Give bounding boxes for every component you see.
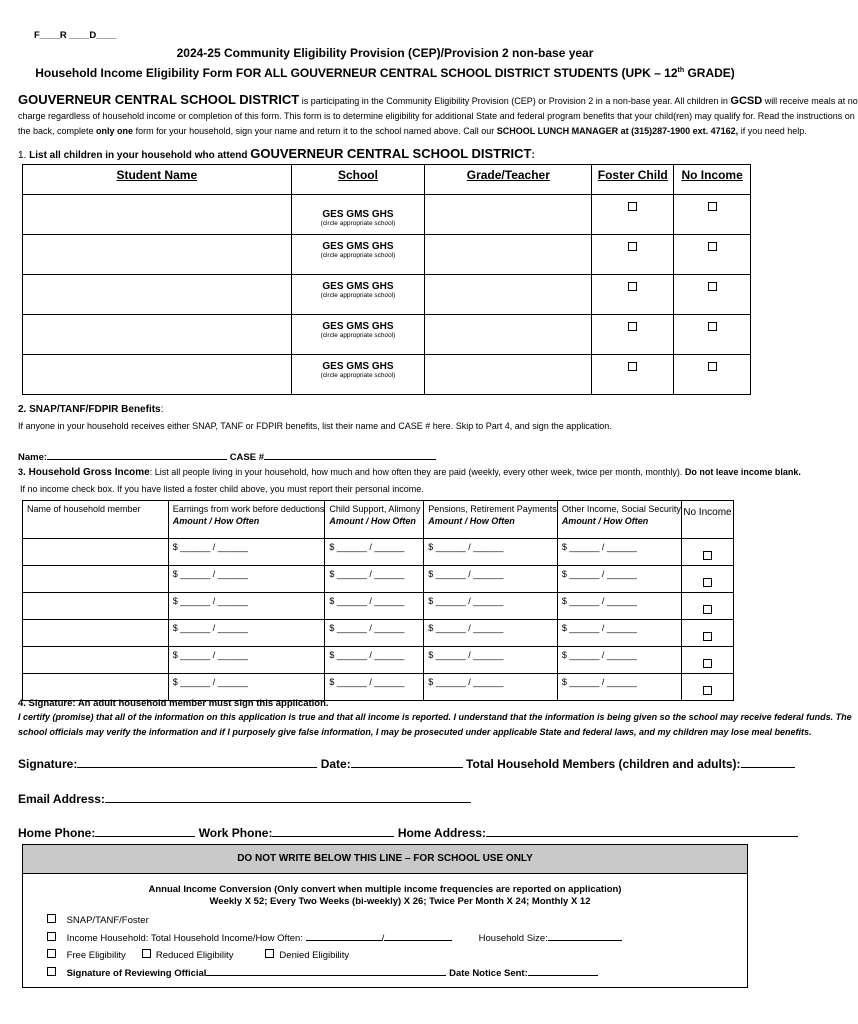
snap-name-line: Name: CASE # [18, 452, 436, 463]
income-row [23, 539, 734, 566]
amount-cell[interactable] [168, 674, 325, 701]
income-col-sub: Amount / How Often [561, 516, 649, 526]
amount-placeholder[interactable]: $ ______ / ______ [428, 650, 504, 660]
student-name-cell[interactable] [23, 235, 292, 275]
amount-cell[interactable] [424, 647, 558, 674]
student-name-cell[interactable] [23, 315, 292, 355]
circle-note: (circle appropriate school) [320, 372, 396, 379]
signature-row: Signature: Date: Total Household Members (children and adults): [18, 757, 795, 771]
part2-instruction: If anyone in your household receives either SNAP, TANF or FDPIR benefits, list their name and CASE # here. Skip to Part 4, and sign the application. [18, 421, 612, 431]
amount-placeholder[interactable]: $ ______ / ______ [172, 569, 248, 579]
foster-cell [592, 275, 674, 315]
income-col-sub: Amount / How Often [428, 516, 515, 526]
amount-placeholder[interactable]: $ ______ / ______ [428, 542, 504, 552]
date-notice-field[interactable] [528, 975, 598, 976]
income-row [23, 674, 734, 701]
date-field[interactable] [351, 767, 463, 768]
income-row [23, 620, 734, 647]
form-title: 2024-25 Community Eligibility Provision (CEP)/Provision 2 non-base year [176, 46, 594, 60]
amount-placeholder[interactable]: $ ______ / ______ [561, 677, 637, 687]
col-grade-teacher: Grade/Teacher [466, 168, 550, 182]
amount-placeholder[interactable]: $ ______ / ______ [428, 596, 504, 606]
grade-teacher-cell[interactable] [425, 355, 592, 395]
part4-label: 4. Signature: An adult household member must sign this application. [18, 698, 329, 709]
student-name-cell[interactable] [23, 275, 292, 315]
member-name-cell[interactable] [23, 539, 169, 566]
income-col-sub: Amount / How Often [172, 516, 260, 526]
children-table-header [23, 165, 751, 195]
amount-cell[interactable] [168, 539, 325, 566]
income-none-cell [681, 620, 733, 647]
child-row [23, 275, 751, 315]
free-checkbox[interactable] [47, 949, 56, 958]
school-options[interactable]: GES GMS GHS [322, 361, 394, 372]
foster-cell [592, 195, 674, 235]
conversion-rates: Weekly X 52; Every Two Weeks (bi-weekly) X 26; Twice Per Month X 24; Monthly X 12 [209, 896, 591, 907]
income-col-title: Name of household member [27, 504, 141, 514]
amount-cell[interactable] [325, 674, 424, 701]
amount-cell[interactable] [325, 593, 424, 620]
grade-teacher-cell[interactable] [425, 195, 592, 235]
amount-placeholder[interactable]: $ ______ / ______ [428, 677, 504, 687]
office-checklist: SNAP/TANF/Foster Income Household: Total Household Income/How Often: / Household Size: Free Eligibility Reduced Eligibility Denied Eligibility Signature of Reviewing Official Date Notice Sent: [47, 912, 622, 982]
frd-codes: F____R ____D____ [34, 30, 117, 41]
school-options[interactable]: GES GMS GHS [322, 281, 394, 292]
income-col-title: Earnings from work before deductions [172, 504, 325, 514]
amount-cell[interactable] [557, 674, 681, 701]
amount-placeholder[interactable]: $ ______ / ______ [561, 542, 637, 552]
child-row [23, 235, 751, 275]
amount-cell[interactable] [168, 566, 325, 593]
amount-cell[interactable] [557, 539, 681, 566]
foster-checkbox[interactable] [628, 322, 637, 331]
member-name-cell[interactable] [23, 674, 169, 701]
amount-placeholder[interactable]: $ ______ / ______ [329, 569, 405, 579]
income-none-checkbox[interactable] [703, 578, 712, 587]
student-name-cell[interactable] [23, 355, 292, 395]
income-none-checkbox[interactable] [703, 632, 712, 641]
income-table-header [23, 501, 734, 539]
amount-cell[interactable] [424, 566, 558, 593]
circle-note: (circle appropriate school) [320, 220, 396, 227]
amount-placeholder[interactable]: $ ______ / ______ [172, 542, 248, 552]
amount-placeholder[interactable]: $ ______ / ______ [561, 623, 637, 633]
income-header-cell [681, 501, 733, 539]
income-household-checkbox[interactable] [47, 932, 56, 941]
income-row [23, 593, 734, 620]
district-name: GOUVERNEUR CENTRAL SCHOOL DISTRICT [18, 92, 300, 107]
school-cell[interactable] [291, 275, 425, 315]
school-cell[interactable] [291, 355, 425, 395]
circle-note: (circle appropriate school) [320, 252, 396, 259]
certify-line2: school officials may verify the information and if I purposely give false information, I may be prosecuted under applicable State and federal laws, and my children may lose meal benefits. [18, 727, 812, 737]
reduced-checkbox[interactable] [142, 949, 151, 958]
amount-cell[interactable] [557, 647, 681, 674]
part2-label: 2. SNAP/TANF/FDPIR Benefits: [18, 404, 164, 415]
amount-cell[interactable] [168, 647, 325, 674]
snap-name-field[interactable] [47, 459, 227, 460]
intro-paragraph: GOUVERNEUR CENTRAL SCHOOL DISTRICT is participating in the Community Eligibility Provision (CEP) or Provision 2 in a non-base year. All children in GCSD will receive meals at no charge regardless of household income or completion of this form. This form is to determine eligibility for additional State and federal program benefits that your child(ren) may qualify for. Read the instructions on the back, complete only one form for your household, sign your name and return it to the school named above. Call our SCHOOL LUNCH MANAGER at (315)287-1900 ext. 47162, if you need help. [18, 92, 858, 136]
no-income-cell [674, 195, 751, 235]
amount-placeholder[interactable]: $ ______ / ______ [329, 677, 405, 687]
child-row [23, 355, 751, 395]
grade-teacher-cell[interactable] [425, 275, 592, 315]
school-options[interactable]: GES GMS GHS [322, 241, 394, 252]
income-row [23, 647, 734, 674]
income-row [23, 566, 734, 593]
no-income-cell [674, 235, 751, 275]
foster-checkbox[interactable] [628, 202, 637, 211]
conversion-title: Annual Income Conversion (Only convert when multiple income frequencies are reported on application) [148, 884, 622, 895]
income-none-checkbox[interactable] [703, 659, 712, 668]
amount-placeholder[interactable]: $ ______ / ______ [172, 650, 248, 660]
income-col-title: Child Support, Alimony [329, 504, 421, 514]
part3-note: If no income check box. If you have listed a foster child above, you must report their personal income. [20, 484, 424, 494]
income-none-cell [681, 593, 733, 620]
amount-placeholder[interactable]: $ ______ / ______ [561, 596, 637, 606]
foster-cell [592, 315, 674, 355]
grade-teacher-cell[interactable] [425, 235, 592, 275]
amount-cell[interactable] [325, 566, 424, 593]
member-name-cell[interactable] [23, 647, 169, 674]
amount-cell[interactable] [557, 593, 681, 620]
no-income-checkbox[interactable] [708, 202, 717, 211]
income-none-checkbox[interactable] [703, 605, 712, 614]
part3-label: 3. Household Gross Income: List all people living in your household, how much and how often they are paid (weekly, every other week, twice per month, monthly). Do not leave income blank. [18, 467, 801, 478]
amount-cell[interactable] [557, 620, 681, 647]
amount-cell[interactable] [325, 620, 424, 647]
member-name-cell[interactable] [23, 566, 169, 593]
income-none-checkbox[interactable] [703, 551, 712, 560]
income-no-income-header: No Income [683, 507, 732, 518]
denied-checkbox[interactable] [265, 949, 274, 958]
school-options[interactable]: GES GMS GHS [322, 321, 394, 332]
total-members-field[interactable] [741, 767, 795, 768]
amount-placeholder[interactable]: $ ______ / ______ [172, 596, 248, 606]
no-income-checkbox[interactable] [708, 362, 717, 371]
income-none-cell [681, 647, 733, 674]
foster-cell [592, 355, 674, 395]
income-header-cell [557, 501, 681, 539]
foster-checkbox[interactable] [628, 282, 637, 291]
no-income-checkbox[interactable] [708, 322, 717, 331]
no-income-cell [674, 315, 751, 355]
member-name-cell[interactable] [23, 593, 169, 620]
col-student-name: Student Name [116, 168, 198, 182]
income-col-title: Pensions, Retirement Payments [428, 504, 557, 514]
amount-placeholder[interactable]: $ ______ / ______ [428, 623, 504, 633]
part1-label: 1. List all children in your household who attend GOUVERNEUR CENTRAL SCHOOL DISTRICT: [18, 146, 535, 161]
reviewer-signature-field[interactable] [206, 975, 446, 976]
household-size-field[interactable] [548, 940, 622, 941]
amount-cell[interactable] [168, 593, 325, 620]
amount-cell[interactable] [557, 566, 681, 593]
email-row: Email Address: [18, 792, 471, 806]
no-income-checkbox[interactable] [708, 242, 717, 251]
no-income-checkbox[interactable] [708, 282, 717, 291]
home-phone-field[interactable] [95, 836, 195, 837]
school-cell[interactable] [291, 315, 425, 355]
snap-case-field[interactable] [264, 459, 436, 460]
certify-line1: I certify (promise) that all of the information on this application is true and that all income is reported. I understand that the information is being given so the school may receive federal funds. The [18, 712, 852, 722]
amount-cell[interactable] [424, 539, 558, 566]
amount-cell[interactable] [325, 647, 424, 674]
foster-checkbox[interactable] [628, 242, 637, 251]
income-header-cell [23, 501, 169, 539]
school-options[interactable]: GES GMS GHS [322, 209, 394, 220]
email-field[interactable] [105, 802, 471, 803]
child-row [23, 315, 751, 355]
income-none-cell [681, 539, 733, 566]
circle-note: (circle appropriate school) [320, 292, 396, 299]
lunch-manager-contact: SCHOOL LUNCH MANAGER at (315)287-1900 ext. 47162, [496, 126, 739, 136]
no-income-cell [674, 275, 751, 315]
income-header-cell [168, 501, 325, 539]
amount-placeholder[interactable]: $ ______ / ______ [329, 650, 405, 660]
income-none-cell [681, 566, 733, 593]
member-name-cell[interactable] [23, 620, 169, 647]
child-row [23, 195, 751, 235]
amount-placeholder[interactable]: $ ______ / ______ [561, 569, 637, 579]
form-subtitle: Household Income Eligibility Form FOR ALL GOUVERNEUR CENTRAL SCHOOL DISTRICT STUDENTS (UPK – 12th GRADE) [35, 66, 735, 80]
signature-field[interactable] [77, 767, 317, 768]
amount-cell[interactable] [424, 593, 558, 620]
amount-placeholder[interactable]: $ ______ / ______ [329, 542, 405, 552]
amount-cell[interactable] [168, 620, 325, 647]
amount-placeholder[interactable]: $ ______ / ______ [329, 623, 405, 633]
foster-cell [592, 235, 674, 275]
office-banner: DO NOT WRITE BELOW THIS LINE – FOR SCHOOL USE ONLY [23, 845, 747, 874]
children-table [22, 164, 751, 395]
income-none-checkbox[interactable] [703, 686, 712, 695]
amount-cell[interactable] [325, 539, 424, 566]
foster-checkbox[interactable] [628, 362, 637, 371]
school-cell[interactable] [291, 235, 425, 275]
school-cell[interactable] [291, 195, 425, 235]
amount-placeholder[interactable]: $ ______ / ______ [561, 650, 637, 660]
income-table [22, 500, 734, 701]
amount-placeholder[interactable]: $ ______ / ______ [172, 677, 248, 687]
income-col-title: Other Income, Social Security [561, 504, 681, 514]
col-school: School [337, 168, 378, 182]
amount-cell[interactable] [424, 674, 558, 701]
amount-placeholder[interactable]: $ ______ / ______ [329, 596, 405, 606]
work-phone-field[interactable] [272, 836, 394, 837]
income-none-cell [681, 674, 733, 701]
grade-teacher-cell[interactable] [425, 315, 592, 355]
income-header-cell [424, 501, 558, 539]
office-use-box [22, 844, 748, 988]
no-income-cell [674, 355, 751, 395]
home-address-field[interactable] [486, 836, 798, 837]
student-name-cell[interactable] [23, 195, 292, 235]
col-foster-child: Foster Child [597, 168, 668, 182]
income-col-sub [23, 514, 168, 516]
reviewer-checkbox[interactable] [47, 967, 56, 976]
amount-placeholder[interactable]: $ ______ / ______ [428, 569, 504, 579]
circle-note: (circle appropriate school) [320, 332, 396, 339]
income-col-sub: Amount / How Often [329, 516, 416, 526]
amount-placeholder[interactable]: $ ______ / ______ [172, 623, 248, 633]
phone-row: Home Phone: Work Phone: Home Address: [18, 826, 798, 840]
amount-cell[interactable] [424, 620, 558, 647]
snap-checkbox[interactable] [47, 914, 56, 923]
col-no-income: No Income [681, 168, 743, 182]
income-header-cell [325, 501, 424, 539]
